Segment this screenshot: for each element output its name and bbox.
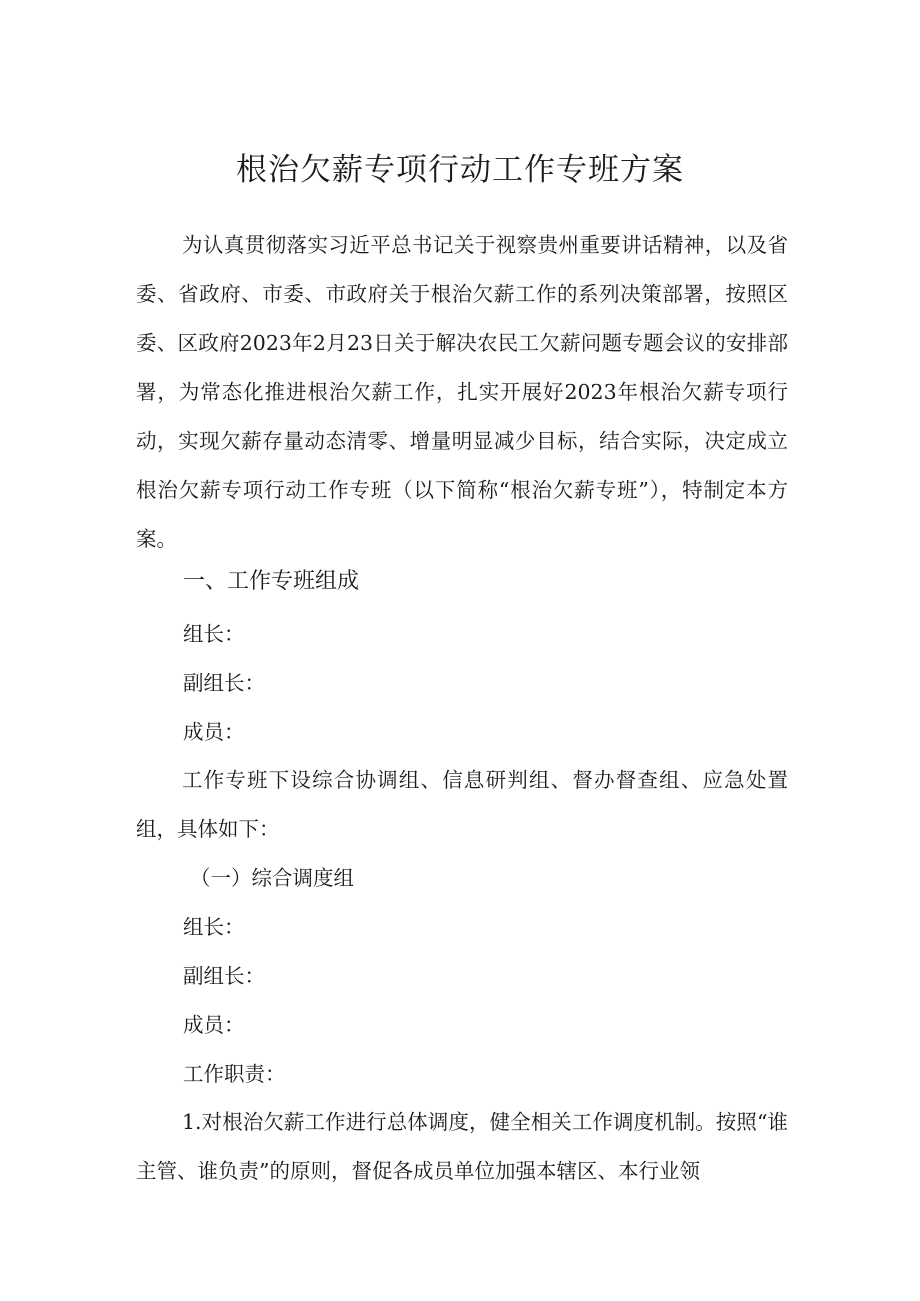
duty-item-1: 1.对根治欠薪工作进行总体调度，健全相关工作调度机制。按照“谁主管、谁负责”的原则，督促各成员单位加强本辖区、本行业领 <box>136 1110 788 1183</box>
members-line: 成员： <box>183 720 245 744</box>
intro-paragraph: 为认真贯彻落实习近平总书记关于视察贵州重要讲话精神，以及省委、省政府、市委、市政府关于根治欠薪工作的系列决策部署，按照区委、区政府2023年2月23日关于解决农民工欠薪问题专题会议的安排部署，为常态化推进根治欠薪工作，扎实开展好2023年根治欠薪专项行动，实现欠薪存量动态清零、增量明显减少目标，结合实际，决定成立根治欠薪专项行动工作专班（以下简称“根治欠薪专班”），特制定本方案。 <box>136 233 788 551</box>
sub-members-line: 成员： <box>183 1013 245 1037</box>
subsection-heading: （一）综合调度组 <box>190 866 354 890</box>
sub-leader-line: 组长： <box>183 915 245 939</box>
sub-deputy-line: 副组长： <box>183 964 265 988</box>
deputy-leader-line: 副组长： <box>183 671 265 695</box>
document-title: 根治欠薪专项行动工作专班方案 <box>236 152 684 188</box>
structure-paragraph: 工作专班下设综合协调组、信息研判组、督办督查组、应急处置组，具体如下： <box>136 768 788 841</box>
section-heading: 一、工作专班组成 <box>183 569 360 594</box>
group-leader-line: 组长： <box>183 622 245 646</box>
duties-label: 工作职责： <box>183 1062 286 1086</box>
